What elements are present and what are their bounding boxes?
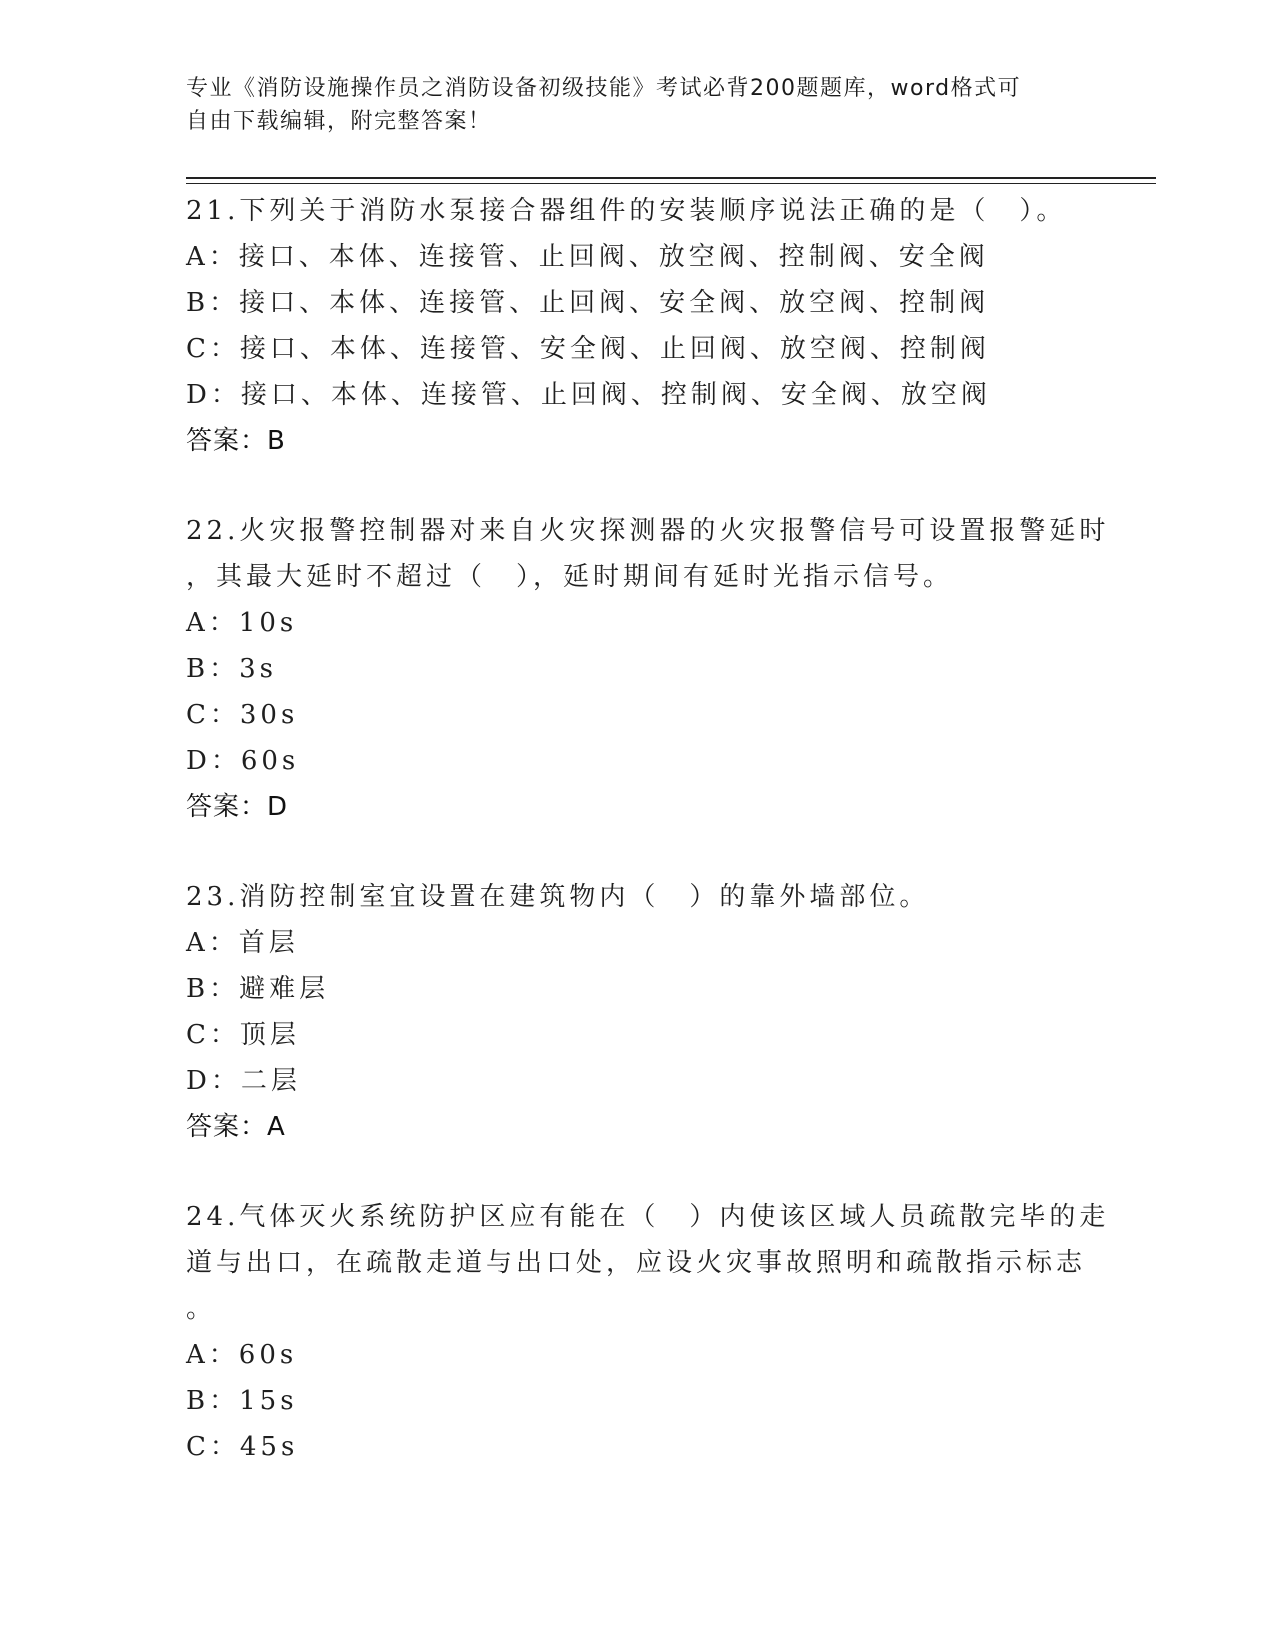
answer-line: 答案：A — [186, 1112, 286, 1142]
question-stem-continued: 。 — [186, 1294, 217, 1324]
header-divider-thin — [186, 183, 1156, 184]
question-stem: 23.消防控制室宜设置在建筑物内（ ）的靠外墙部位。 — [186, 882, 930, 912]
question-23 — [186, 874, 1086, 1150]
question-24 — [186, 1194, 1110, 1470]
option-a: A：首层 — [186, 928, 299, 958]
option-c: C：45s — [186, 1432, 299, 1462]
question-stem-continued: ，其最大延时不超过（ ），延时期间有延时光指示信号。 — [186, 562, 954, 592]
question-list — [186, 188, 1110, 1470]
option-a: A：10s — [186, 608, 298, 638]
option-c: C：顶层 — [186, 1020, 300, 1050]
question-stem: 21.下列关于消防水泵接合器组件的安装顺序说法正确的是（ ）。 — [186, 196, 1067, 226]
header-line-1: 专业《消防设施操作员之消防设备初级技能》考试必背200题题库，word格式可 — [186, 76, 1022, 101]
option-b: B：接口、本体、连接管、止回阀、安全阀、放空阀、控制阀 — [186, 288, 990, 318]
option-d: D：二层 — [186, 1066, 301, 1096]
answer-line: 答案：B — [186, 426, 286, 456]
option-d: D：60s — [186, 746, 300, 776]
option-c: C：30s — [186, 700, 299, 730]
question-stem-continued: 道与出口，在疏散走道与出口处，应设火灾事故照明和疏散指示标志 — [186, 1248, 1087, 1278]
document-header — [186, 72, 1066, 138]
option-d: D：接口、本体、连接管、止回阀、控制阀、安全阀、放空阀 — [186, 380, 991, 410]
option-b: B：15s — [186, 1386, 298, 1416]
header-divider — [186, 177, 1156, 179]
question-21 — [186, 188, 1086, 464]
option-c: C：接口、本体、连接管、安全阀、止回阀、放空阀、控制阀 — [186, 334, 990, 364]
question-stem: 22.火灾报警控制器对来自火灾探测器的火灾报警信号可设置报警延时 — [186, 516, 1110, 546]
option-b: B：避难层 — [186, 974, 330, 1004]
answer-line: 答案：D — [186, 792, 289, 822]
option-b: B：3s — [186, 654, 277, 684]
question-22 — [186, 508, 1110, 830]
option-a: A：60s — [186, 1340, 298, 1370]
option-a: A：接口、本体、连接管、止回阀、放空阀、控制阀、安全阀 — [186, 242, 989, 272]
header-line-2: 自由下载编辑，附完整答案！ — [186, 109, 492, 134]
question-stem: 24.气体灭火系统防护区应有能在（ ）内使该区域人员疏散完毕的走 — [186, 1202, 1110, 1232]
